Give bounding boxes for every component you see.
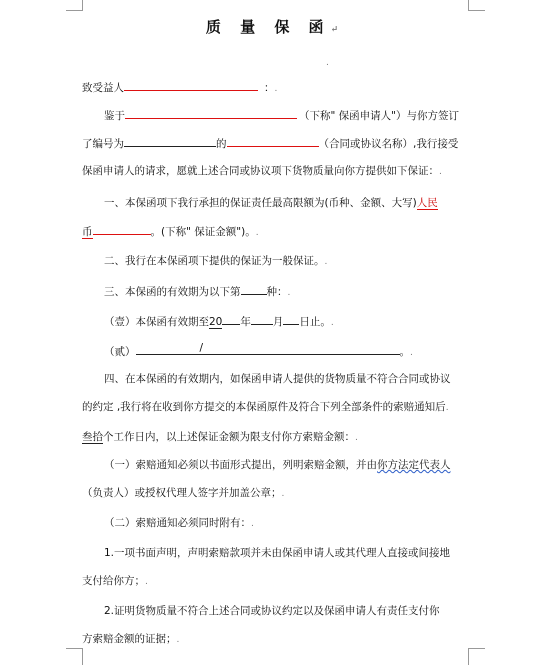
rmb-text: 人民 bbox=[416, 197, 438, 209]
contract-name-blank[interactable] bbox=[227, 136, 319, 147]
beneficiary-blank[interactable] bbox=[124, 80, 258, 91]
line-addressee: 致受益人 ：. bbox=[82, 82, 278, 94]
amount-blank[interactable] bbox=[93, 224, 151, 235]
line-option-2: （贰） / 。. bbox=[104, 342, 413, 358]
month-blank[interactable] bbox=[251, 314, 273, 325]
line-item-2: 2.证明货物质量不符合上述合同或协议约定以及保函申请人有责任支付你 bbox=[104, 605, 440, 617]
thirty-days-text: 叁拾 bbox=[82, 431, 103, 443]
crop-mark-bottom-left bbox=[66, 648, 83, 665]
crop-mark-top-right bbox=[468, 0, 485, 11]
document-title bbox=[0, 16, 551, 37]
option-number-blank[interactable] bbox=[241, 284, 267, 295]
crop-mark-bottom-right bbox=[468, 648, 485, 665]
empty-paragraph-mark: . bbox=[326, 58, 329, 68]
line-whereas: 鉴于 （下称" 保函申请人"）与你方签订 bbox=[104, 110, 459, 122]
line-sub-2: （二）索赔通知必须同时附有：. bbox=[104, 517, 254, 529]
line-clause-4: 四、在本保函的有效期内，如保函申请人提供的货物质量不符合合同或协议 bbox=[104, 373, 451, 385]
addressee-label: 致受益人 bbox=[82, 82, 124, 94]
line-option-1: （壹）本保函有效期至20 年 月 日止。. bbox=[104, 316, 334, 328]
line-clause-1: 一、本保函项下我行承担的保证责任最高限额为(币种、金额、大写)人民 bbox=[104, 197, 438, 209]
line-clause-4-cont-1: 的约定 ,我行将在收到你方提交的本保函原件及符合下列全部条件的索赔通知后. bbox=[82, 401, 449, 413]
title-text: 质 量 保 函 bbox=[205, 18, 331, 36]
year-blank[interactable] bbox=[222, 314, 240, 325]
day-blank[interactable] bbox=[283, 314, 299, 325]
line-contract: 了编号为 的 （合同或协议名称）,我行接受 bbox=[82, 138, 459, 150]
line-item-1: 1.一项书面声明，声明索赔款项并未由保函申请人或其代理人直接或间接地 bbox=[104, 547, 451, 559]
line-sub-1: （一）索赔通知必须以书面形式提出，列明索赔金额，并由你方法定代表人 bbox=[104, 459, 451, 471]
colon: ： bbox=[264, 82, 275, 94]
paragraph-mark: ↵ bbox=[330, 25, 346, 35]
crop-mark-top-left bbox=[66, 0, 83, 11]
line-sub-1-cont: （负责人）或授权代理人签字并加盖公章；. bbox=[82, 487, 285, 499]
contract-number-blank[interactable] bbox=[124, 136, 216, 147]
line-clause-3: 三、本保函的有效期为以下第 种：. bbox=[104, 286, 291, 298]
line-clause-1-cont: 币 。(下称" 保证金额")。. bbox=[82, 226, 259, 238]
line-item-1-cont: 支付给你方；. bbox=[82, 575, 148, 587]
option-2-blank[interactable]: / bbox=[136, 342, 400, 355]
applicant-blank[interactable] bbox=[125, 108, 297, 119]
line-clause-4-cont-2: 叁拾个工作日内，以上述保证金额为限支付你方索赔金额：. bbox=[82, 431, 358, 443]
line-request: 保函申请人的请求，愿就上述合同或协议项下货物质量向你方提供如下保证：. bbox=[82, 165, 442, 177]
line-clause-2: 二、我行在本保函项下提供的保证为一般保证。. bbox=[104, 255, 328, 267]
line-item-2-cont: 方索赔金额的证据；. bbox=[82, 633, 180, 645]
